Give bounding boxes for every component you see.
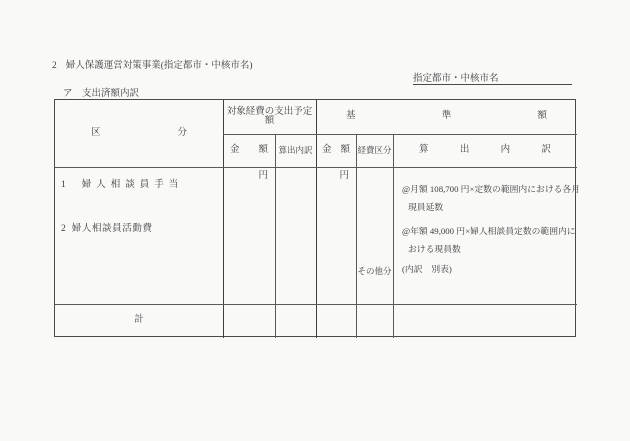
item-2-label: 婦人相談員活動費 xyxy=(71,224,153,234)
header-expense-class: 経費区分 xyxy=(357,145,392,156)
calc-line-other-note: (内訳 別表) xyxy=(402,264,452,274)
page-title xyxy=(52,57,253,71)
header-amount-1: 金 額 xyxy=(230,144,268,155)
item-1-label: 婦人相談員手当 xyxy=(81,180,184,190)
row-item-1 xyxy=(61,181,221,193)
city-name-field xyxy=(413,70,572,85)
calc-line-yearly-cont: おける現員数 xyxy=(408,244,461,254)
expense-class-value: その他分 xyxy=(357,265,392,276)
yen-unit-standard: 円 xyxy=(339,171,349,181)
header-standard-amount: 基 準 額 xyxy=(346,111,547,122)
total-row-label: 計 xyxy=(134,315,144,326)
calc-line-yearly: @年額 49,000 円×婦人相談員定数の範囲内に xyxy=(402,226,576,236)
page-title-text: 婦人保護運営対策事業(指定都市・中核市名) xyxy=(65,61,253,71)
page-title-number: 2 xyxy=(52,61,57,71)
row-item-2 xyxy=(61,225,221,237)
calc-line-monthly-cont: 現員延数 xyxy=(408,202,444,212)
header-calc-detail-2: 算 出 内 訳 xyxy=(419,144,551,155)
item-1-number: 1 xyxy=(61,180,66,190)
header-expense-planned: 対象経費の支出予定額 xyxy=(226,106,313,126)
header-category: 区 分 xyxy=(91,127,187,138)
city-name-label: 指定都市・中核市名 xyxy=(413,74,499,84)
yen-unit-expense: 円 xyxy=(258,171,268,181)
breakdown-table xyxy=(54,99,581,337)
header-calc-detail-1: 算出内訳 xyxy=(278,145,313,156)
calc-line-monthly: @月額 108,700 円×定数の範囲内における各月 xyxy=(402,184,581,194)
section-label: ア 支出済額内訳 xyxy=(63,89,140,99)
header-amount-2: 金 額 xyxy=(322,144,350,155)
item-2-number: 2 xyxy=(61,224,66,234)
